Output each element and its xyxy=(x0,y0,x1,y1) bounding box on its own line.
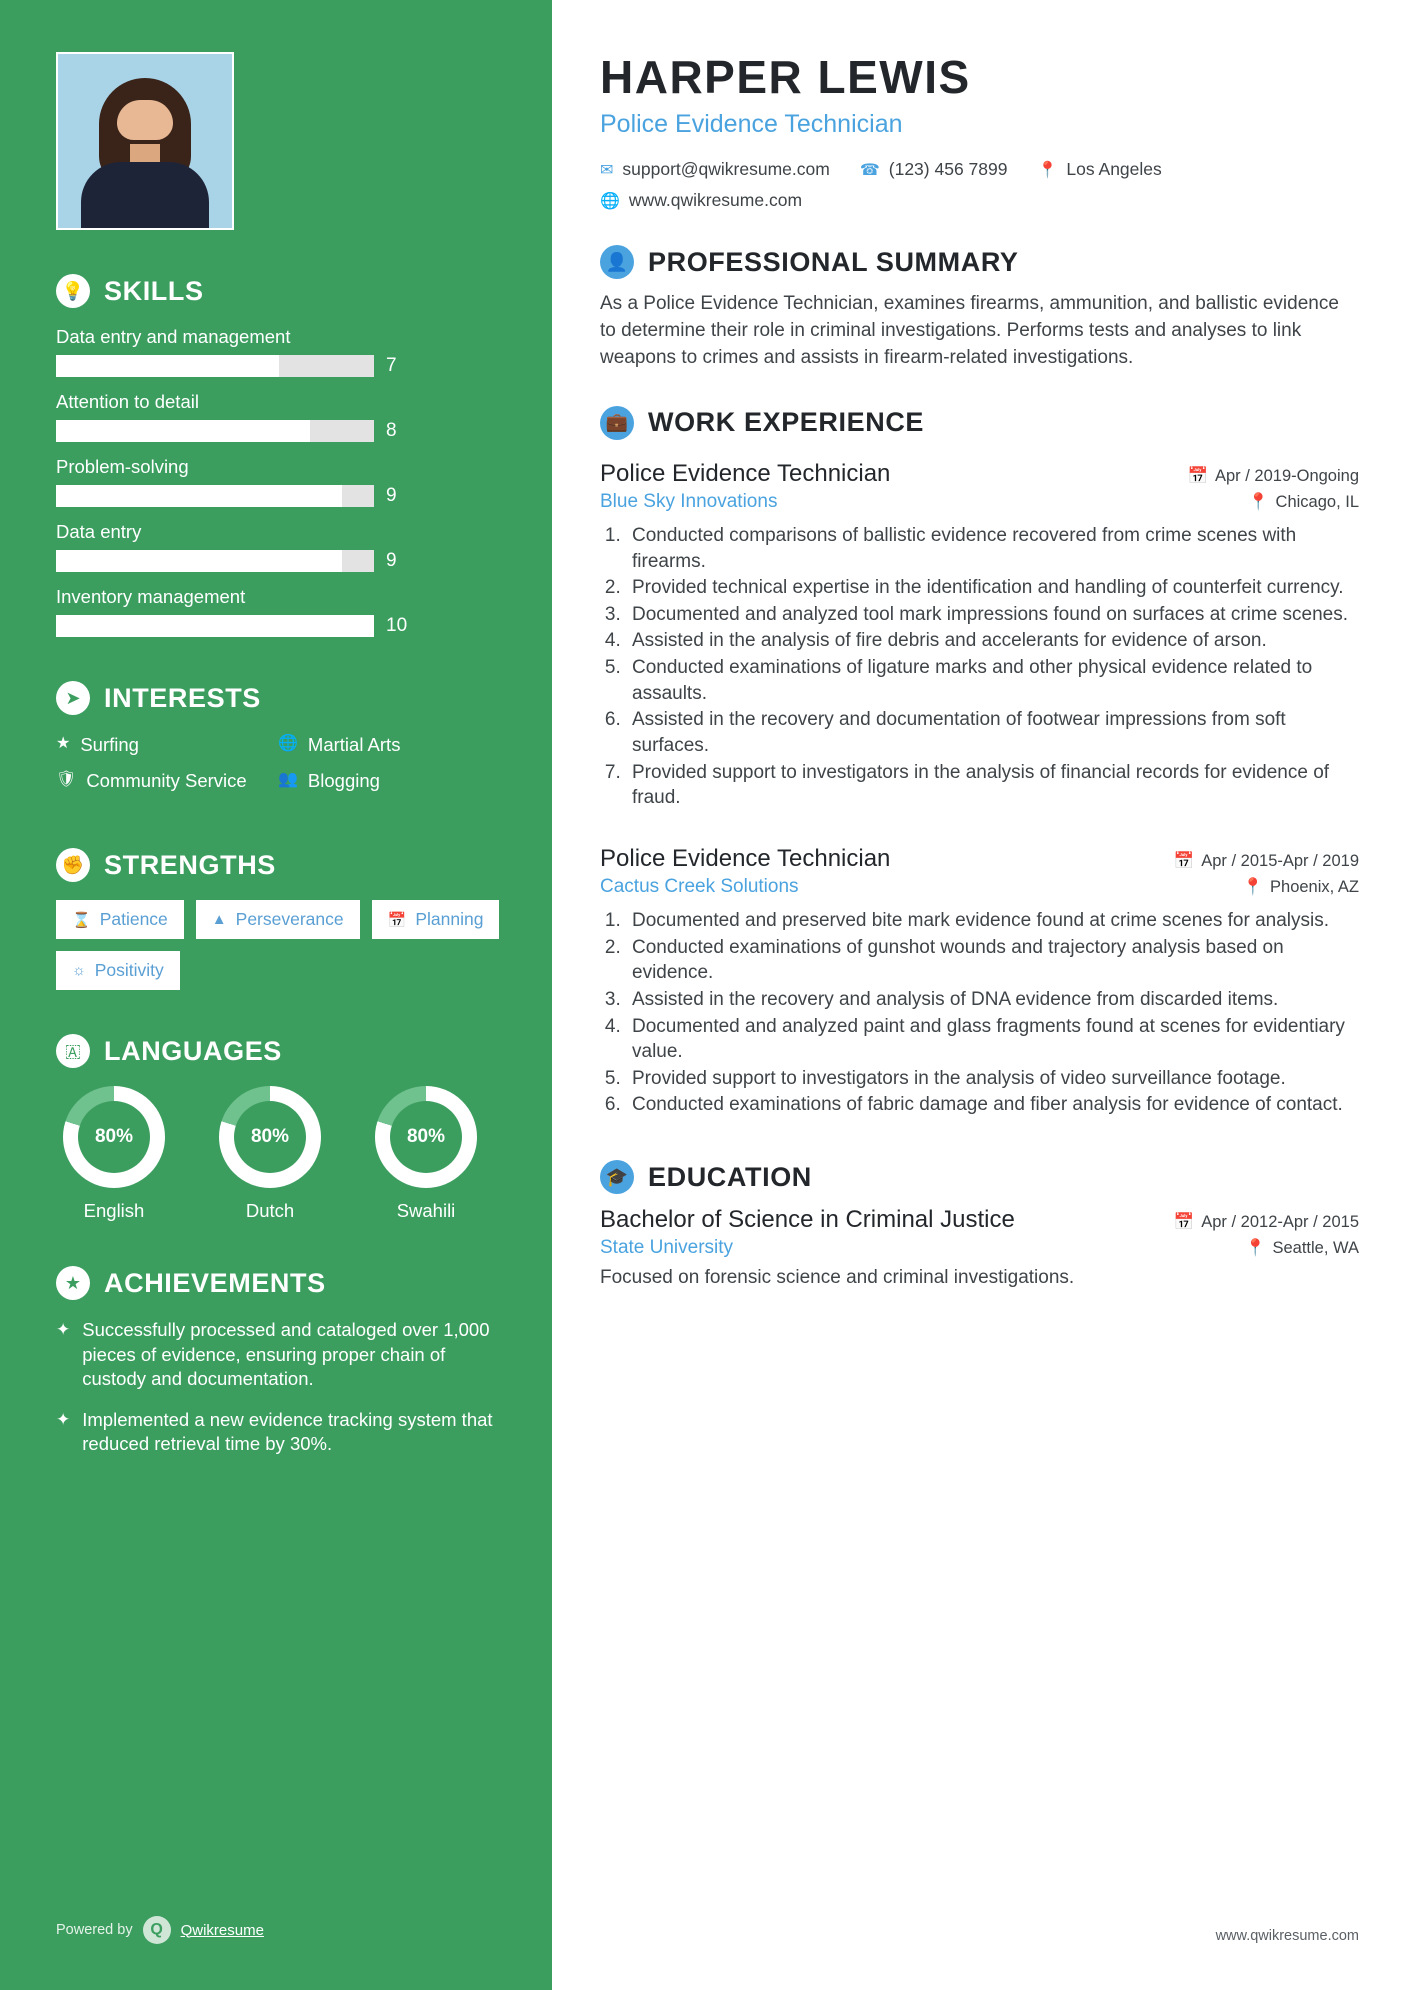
skill-bar xyxy=(56,420,374,442)
job-duties-list xyxy=(626,908,1359,1118)
calendar-icon: 📅 xyxy=(1173,851,1195,870)
education-degree: Bachelor of Science in Criminal Justice xyxy=(600,1206,1015,1234)
job-company: Cactus Creek Solutions xyxy=(600,875,799,897)
contact-email-text: support@qwikresume.com xyxy=(622,159,830,179)
achievement-item xyxy=(56,1408,500,1457)
powered-by-footer xyxy=(56,1916,264,1944)
languages-section-header xyxy=(56,1034,500,1068)
language-badge-icon: 🇦 xyxy=(56,1034,90,1068)
user-circle-icon: 👤 xyxy=(600,245,634,279)
education-date xyxy=(1174,1213,1359,1232)
language-name: Swahili xyxy=(396,1200,456,1222)
strength-item xyxy=(56,951,180,990)
contact-phone-text: (123) 456 7899 xyxy=(888,159,1008,179)
calendar-icon: 📅 xyxy=(387,911,407,929)
job-duty: 3. Documented and analyzed tool mark impressions found on surfaces at crime scenes. xyxy=(626,602,1359,628)
language-name: Dutch xyxy=(245,1200,295,1222)
footer-website: www.qwikresume.com xyxy=(1215,1928,1359,1944)
experience-section-header xyxy=(600,406,1359,440)
interest-item xyxy=(278,769,500,793)
achievements-list xyxy=(56,1318,500,1456)
job-location xyxy=(1248,493,1359,512)
summary-heading: PROFESSIONAL SUMMARY xyxy=(648,246,1019,277)
qwikresume-logo-icon: Q xyxy=(143,1916,171,1944)
skill-bar xyxy=(56,615,374,637)
strength-item xyxy=(56,900,184,939)
powered-by-label: Powered by xyxy=(56,1922,133,1938)
avatar xyxy=(56,52,234,230)
job-location xyxy=(1242,878,1359,897)
job-date-text: Apr / 2019-Ongoing xyxy=(1214,466,1359,485)
briefcase-icon: 💼 xyxy=(600,406,634,440)
interest-label: Community Service xyxy=(86,769,247,791)
skill-bar xyxy=(56,355,374,377)
skill-value: 10 xyxy=(386,615,408,636)
star-icon: ★ xyxy=(56,735,71,752)
skill-label: Inventory management xyxy=(56,586,246,607)
language-progress-ring xyxy=(63,1086,165,1188)
job-duty: 3. Assisted in the recovery and analysis of DNA evidence from discarded items. xyxy=(626,987,1359,1013)
job-duties-list xyxy=(626,523,1359,811)
achievement-text: Successfully processed and cataloged over 1,000 pieces of evidence, ensuring proper chain of custody and documentation. xyxy=(82,1319,490,1390)
map-pin-icon: 📍 xyxy=(1037,161,1058,179)
skill-value: 8 xyxy=(386,420,397,441)
strength-label: Planning xyxy=(415,909,484,930)
job-date xyxy=(1187,467,1359,486)
hourglass-icon: ⌛ xyxy=(72,911,91,929)
language-name: English xyxy=(83,1200,145,1222)
map-pin-icon: 📍 xyxy=(1244,1239,1266,1258)
paper-plane-icon: ➤ xyxy=(56,681,90,715)
interest-item xyxy=(278,733,500,757)
skills-list xyxy=(56,326,500,637)
language-item xyxy=(56,1086,172,1222)
language-percent: 80% xyxy=(78,1101,150,1173)
skills-heading: SKILLS xyxy=(104,275,204,306)
skill-bar xyxy=(56,485,374,507)
skill-value: 7 xyxy=(386,355,397,376)
language-item xyxy=(212,1086,328,1222)
skill-item xyxy=(56,521,500,572)
job-location-text: Chicago, IL xyxy=(1275,492,1359,511)
strength-label: Patience xyxy=(99,909,168,930)
interests-list xyxy=(56,733,500,804)
job-company: Blue Sky Innovations xyxy=(600,490,778,512)
language-item xyxy=(368,1086,484,1222)
summary-section-header xyxy=(600,245,1359,279)
skills-section-header xyxy=(56,274,500,308)
phone-icon: ☎ xyxy=(859,161,880,179)
strength-label: Perseverance xyxy=(235,909,344,930)
skill-value: 9 xyxy=(386,550,397,571)
envelope-icon: ✉ xyxy=(600,161,614,179)
achievements-heading: ACHIEVEMENTS xyxy=(104,1267,326,1298)
skill-label: Problem-solving xyxy=(56,456,189,477)
interest-label: Blogging xyxy=(307,769,380,791)
strength-label: Positivity xyxy=(94,960,164,981)
calendar-icon: 📅 xyxy=(1187,466,1208,485)
job-duty: 1. Documented and preserved bite mark evidence found at crime scenes for analysis. xyxy=(626,908,1359,934)
education-location-text: Seattle, WA xyxy=(1272,1239,1359,1258)
education-section-header xyxy=(600,1160,1359,1194)
experience-heading: WORK EXPERIENCE xyxy=(648,407,925,438)
lightbulb-icon: 💡 xyxy=(56,274,90,308)
ribbon-star-icon: ✦ xyxy=(56,1409,71,1429)
mountain-icon: ▲ xyxy=(211,911,227,929)
job-duty: 4. Documented and analyzed paint and glass fragments found at scenes for evidentiary value. xyxy=(626,1014,1359,1065)
sidebar xyxy=(0,0,552,1990)
skill-label: Data entry xyxy=(56,521,142,542)
education-description: Focused on forensic science and criminal investigations. xyxy=(600,1267,1075,1289)
job-title: Police Evidence Technician xyxy=(600,459,891,487)
education-location xyxy=(1245,1239,1359,1258)
language-percent: 80% xyxy=(390,1101,462,1173)
language-progress-ring xyxy=(219,1086,321,1188)
fist-icon: ✊ xyxy=(56,848,90,882)
languages-list xyxy=(56,1086,500,1222)
job-date-text: Apr / 2015-Apr / 2019 xyxy=(1201,851,1359,870)
language-progress-ring xyxy=(375,1086,477,1188)
job-duty: 6. Assisted in the recovery and documentation of footwear impressions from soft surfaces. xyxy=(626,707,1359,758)
summary-text: As a Police Evidence Technician, examines firearms, ammunition, and ballistic evidence to determine their role in criminal investigations. Performs tests and analyses to link weapons to crimes and assists in firearm-related investigations. xyxy=(600,293,1339,368)
skill-label: Attention to detail xyxy=(56,391,199,412)
education-school: State University xyxy=(600,1237,734,1259)
globe-icon: 🌐 xyxy=(278,735,298,752)
experience-item xyxy=(600,460,1359,811)
job-role-subtitle: Police Evidence Technician xyxy=(600,110,903,138)
shield-icon: 🛡 xyxy=(56,770,77,788)
contact-location xyxy=(1037,159,1161,180)
strength-item xyxy=(372,900,500,939)
skill-label: Data entry and management xyxy=(56,326,291,347)
strength-item xyxy=(196,900,360,939)
contact-website[interactable] xyxy=(600,190,1329,211)
strengths-section-header xyxy=(56,848,500,882)
skill-bar xyxy=(56,550,374,572)
sun-icon: ☼ xyxy=(72,962,86,980)
star-badge-icon: ★ xyxy=(56,1266,90,1300)
job-duty: 1. Conducted comparisons of ballistic evidence recovered from crime scenes with firearms. xyxy=(626,523,1359,574)
qwikresume-link[interactable]: Qwikresume xyxy=(180,1921,264,1939)
education-date-text: Apr / 2012-Apr / 2015 xyxy=(1201,1213,1359,1232)
skill-item xyxy=(56,456,500,507)
job-duty: 2. Conducted examinations of gunshot wounds and trajectory analysis based on evidence. xyxy=(626,935,1359,986)
interests-heading: INTERESTS xyxy=(104,682,261,713)
interest-item xyxy=(56,769,278,793)
skill-item xyxy=(56,326,500,377)
experience-item xyxy=(600,845,1359,1118)
ribbon-star-icon: ✦ xyxy=(56,1320,71,1340)
strengths-heading: STRENGTHS xyxy=(104,849,276,880)
achievement-item xyxy=(56,1318,500,1391)
avatar-body xyxy=(81,162,209,228)
interest-label: Surfing xyxy=(80,734,139,755)
job-duty: 7. Provided support to investigators in the analysis of financial records for evidence of fraud. xyxy=(626,760,1359,811)
avatar-face xyxy=(117,100,173,140)
contact-location-text: Los Angeles xyxy=(1066,159,1162,179)
skill-item xyxy=(56,586,500,637)
contact-email[interactable] xyxy=(600,159,830,180)
interests-section-header xyxy=(56,681,500,715)
graduation-cap-icon: 🎓 xyxy=(600,1160,634,1194)
languages-heading: LANGUAGES xyxy=(104,1035,282,1066)
job-duty: 2. Provided technical expertise in the identification and handling of counterfeit currency. xyxy=(626,575,1359,601)
achievement-text: Implemented a new evidence tracking system that reduced retrieval time by 30%. xyxy=(82,1408,493,1454)
map-pin-icon: 📍 xyxy=(1242,877,1264,896)
contact-website-text: www.qwikresume.com xyxy=(628,190,803,210)
skill-item xyxy=(56,391,500,442)
language-percent: 80% xyxy=(234,1101,306,1173)
interest-label: Martial Arts xyxy=(307,734,401,755)
education-heading: EDUCATION xyxy=(648,1161,812,1192)
globe-icon: 🌐 xyxy=(600,192,620,210)
users-icon: 👥 xyxy=(278,770,298,788)
job-duty: 5. Provided support to investigators in the analysis of video surveillance footage. xyxy=(626,1066,1359,1092)
interest-item xyxy=(56,733,278,757)
strengths-list xyxy=(56,900,500,990)
job-duty: 6. Conducted examinations of fabric damage and fiber analysis for evidence of contact. xyxy=(626,1092,1359,1118)
contact-phone[interactable] xyxy=(860,159,1008,180)
job-duty: 4. Assisted in the analysis of fire debris and accelerants for evidence of arson. xyxy=(626,628,1359,654)
calendar-icon: 📅 xyxy=(1173,1213,1195,1232)
education-item xyxy=(600,1206,1359,1289)
job-location-text: Phoenix, AZ xyxy=(1270,877,1359,896)
skill-value: 9 xyxy=(386,485,397,506)
main-content xyxy=(552,0,1407,1990)
map-pin-icon: 📍 xyxy=(1247,492,1269,511)
achievements-section-header xyxy=(56,1266,500,1300)
job-title: Police Evidence Technician xyxy=(600,844,891,872)
job-duty: 5. Conducted examinations of ligature marks and other physical evidence related to assaults. xyxy=(626,655,1359,706)
job-date xyxy=(1174,852,1359,871)
page-title: HARPER LEWIS xyxy=(600,51,971,103)
contact-bar xyxy=(600,159,1359,211)
